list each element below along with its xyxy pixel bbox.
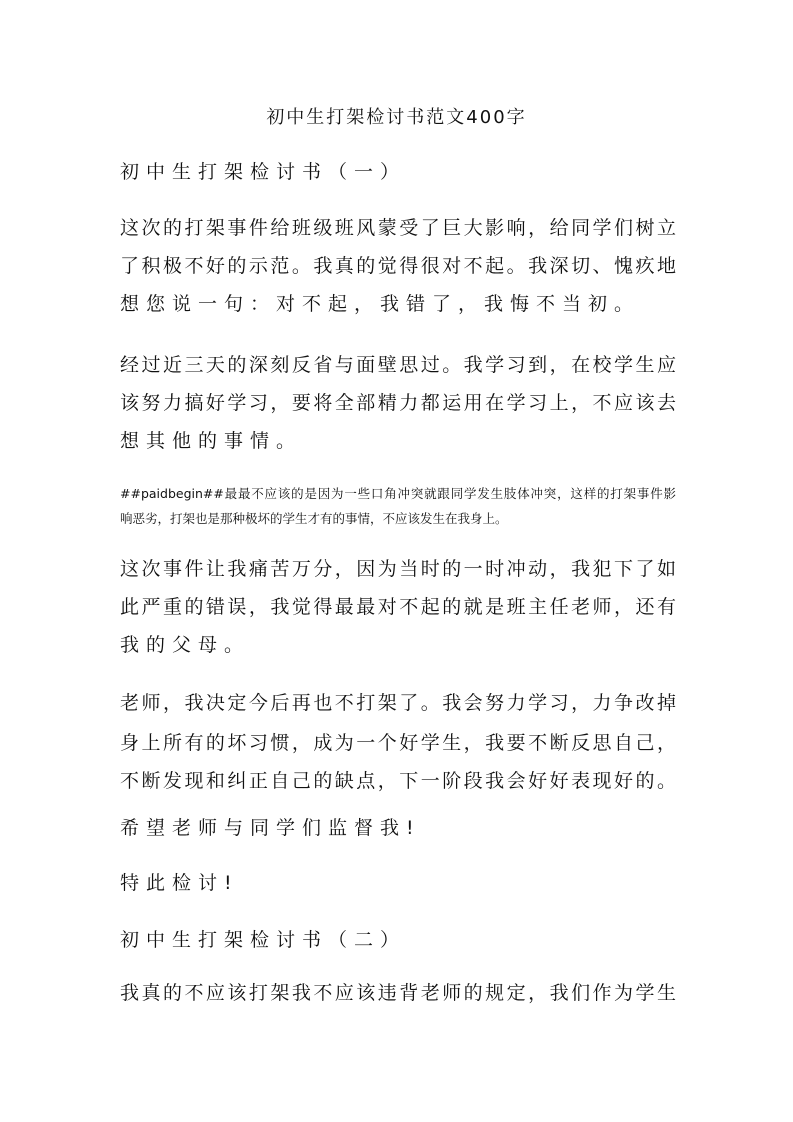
text-line: 这次的打架事件给班级班风蒙受了巨大影响，给同学们树立 [120, 217, 676, 239]
text-line: 身上所有的坏习惯，成为一个好学生，我要不断反思自己， [120, 732, 676, 754]
text-line: 此严重的错误，我觉得最最对不起的就是班主任老师，还有 [120, 596, 676, 618]
section-heading-2: 初中生打架检讨书（二） [120, 929, 407, 951]
text-line: 该努力搞好学习，要将全部精力都运用在学习上，不应该去 [120, 392, 676, 414]
closing-line: 特此检讨! [120, 872, 239, 894]
section-heading-1: 初中生打架检讨书（一） [120, 161, 407, 183]
text-line: 我的父母。 [120, 634, 251, 656]
text-line: ##paidbegin##最最不应该的是因为一些口角冲突就跟同学发生肢体冲突，这样的打架事件影 [120, 486, 676, 501]
text-line: 响恶劣，打架也是那种极坏的学生才有的事情，不应该发生在我身上。 [120, 511, 508, 526]
text-line: 这次事件让我痛苦万分，因为当时的一时冲动，我犯下了如 [120, 558, 676, 580]
text-line: 我真的不应该打架我不应该违背老师的规定，我们作为学生 [120, 982, 676, 1004]
text-line: 老师，我决定今后再也不打架了。我会努力学习，力争改掉 [120, 692, 676, 714]
text-line: 不断发现和纠正自己的缺点，下一阶段我会好好表现好的。 [120, 770, 676, 792]
document-title: 初中生打架检讨书范文400字 [266, 107, 527, 128]
text-line: 想您说一句：对不起，我错了，我悔不当初。 [120, 293, 641, 315]
text-line: 想其他的事情。 [120, 430, 303, 452]
text-line: 希望老师与同学们监督我! [120, 817, 421, 839]
text-line: 经过近三天的深刻反省与面壁思过。我学习到，在校学生应 [120, 354, 676, 376]
text-line: 了积极不好的示范。我真的觉得很对不起。我深切、愧疚地 [120, 255, 676, 277]
